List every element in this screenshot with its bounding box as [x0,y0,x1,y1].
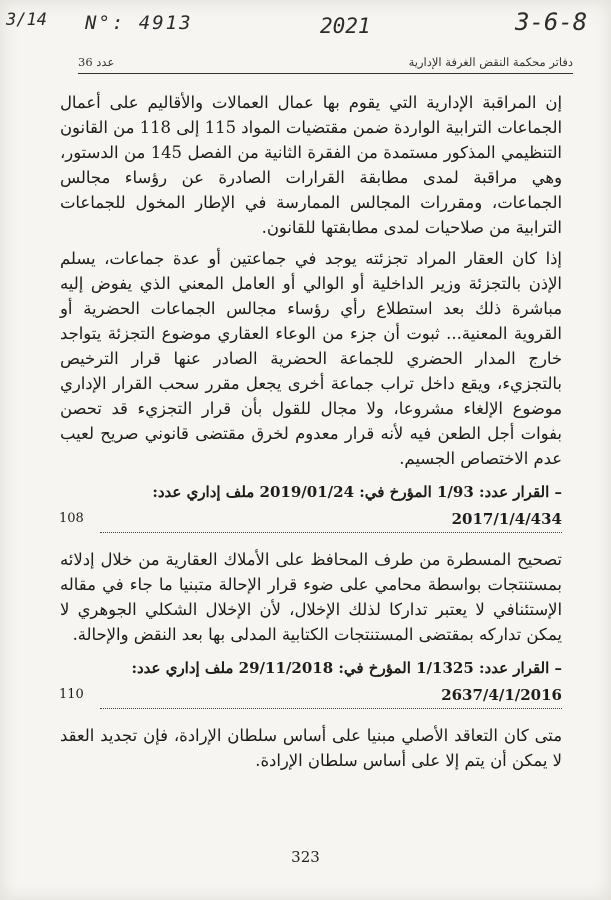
paragraph-subdivision-permit: إذا كان العقار المراد تجزئته يوجد في جماعتين أو عدة جماعات، يسلم الإذن بالتجزئة وزير الداخلية أو الوالي أو العامل المعني الذي يفوض إليه مباشرة ذلك بعد استطلاع رأي رؤساء مجالس الجماعات الحضرية أو القروية المعنية... ثبوت أن جزء من الوعاء العقاري موضوع التجزئة يتواجد خارج المدار الحضري للجماعة الحضرية الصادر عنها قرار الترخيص بالتجزيء، ويقع داخل تراب جماعة أخرى يجعل مقرر سحب القرار الإداري موضوع الإلغاء مشروعا، ولا مجال للقول بأن قرار التجزيء قد تحصن بفوات أجل الطعن فيه لأنه قرار معدوم لخرق مقتضى قانوني صريح لعيب عدم الاختصاص الجسيم. [60,249,562,468]
handwritten-left-note: 3/14 [6,10,47,30]
decision-reference-2-file-number: 2637/4/1/2016 [100,681,562,709]
paragraph-procedure-correction: تصحيح المسطرة من طرف المحافظ على الأملاك العقارية من خلال إدلائه بمستنتجات بواسطة محامي على ضوء قرار الإحالة متبنيا ما جاء في مقاله الإستئنافي لا يعتبر تداركا لذلك الإخلال، لأن الإخلال الشكلي الجوهري لا يمكن تداركه بمقتضى المستنتجات الكتابية المدلى بها بعد النقض والإحالة. [60,550,562,644]
page-body [60,90,562,779]
running-header [78,53,573,74]
paragraph-contract-renewal: متى كان التعاقد الأصلي مبنيا على أساس سلطان الإرادة، فإن تجديد العقد لا يمكن أن يتم إلا على أساس سلطان الإرادة. [60,726,562,770]
handwritten-year: 2021 [320,14,371,38]
decision-reference-1-page: 108 [59,511,84,526]
paragraph-administrative-control: إن المراقبة الإدارية التي يقوم بها عمال العمالات والأقاليم على أعمال الجماعات الترابية الواردة ضمن مقتضيات المواد 115 إلى 118 من القانون التنظيمي المذكور مستمدة من الفقرة الثانية من الفصل 145 من الدستور، وهي مراقبة لمدى مطابقة القرارات الصادرة عن رؤساء مجالس الجماعات، ومقررات المجالس الممارسة في الإطار المخول للجماعات الترابية من صلاحيات لمدى مطابقتها للقانون. [60,93,562,237]
decision-reference-2-line: – القرار عدد: 1/1325 المؤرخ في: 29/11/2018 ملف إداري عدد: [131,659,562,677]
decision-reference-2-page: 110 [59,687,84,702]
decision-reference-1 [60,479,562,535]
decision-reference-1-line: – القرار عدد: 1/93 المؤرخ في: 2019/01/24 ملف إداري عدد: [152,483,562,501]
handwritten-reference-code: N°: 4913 [85,12,193,34]
decision-reference-1-file-number: 2017/1/4/434 [100,505,562,533]
page-number: 323 [291,848,320,866]
handwritten-right-note: 3-6-8 [515,8,588,36]
journal-title: دفاتر محكمة النقض الغرفة الإدارية [408,55,573,69]
decision-reference-2 [60,655,562,711]
issue-number: عدد 36 [78,55,115,69]
